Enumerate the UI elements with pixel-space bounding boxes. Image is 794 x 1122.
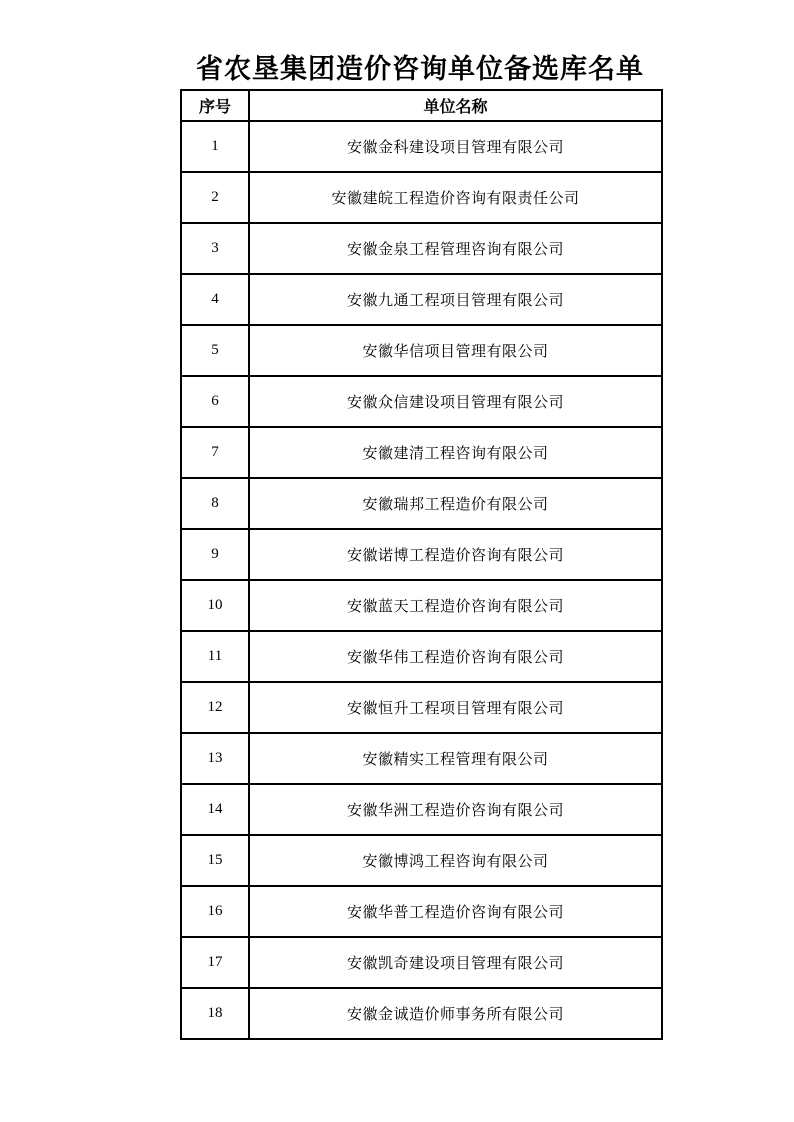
- table-header: [181, 90, 662, 121]
- table-row: [181, 682, 662, 733]
- company-name-cell: 安徽金科建设项目管理有限公司: [249, 121, 662, 172]
- table-row: [181, 427, 662, 478]
- row-number-cell: 2: [181, 172, 249, 223]
- table-row: [181, 274, 662, 325]
- company-name-cell: 安徽瑞邦工程造价有限公司: [249, 478, 662, 529]
- company-name-cell: 安徽华伟工程造价咨询有限公司: [249, 631, 662, 682]
- row-number-cell: 4: [181, 274, 249, 325]
- company-name-cell: 安徽九通工程项目管理有限公司: [249, 274, 662, 325]
- table-row: [181, 376, 662, 427]
- page-title: 省农垦集团造价咨询单位备选库名单: [196, 54, 644, 84]
- row-number-cell: 16: [181, 886, 249, 937]
- header-row: [181, 90, 662, 121]
- table-row: [181, 835, 662, 886]
- company-name-cell: 安徽华洲工程造价咨询有限公司: [249, 784, 662, 835]
- company-name-cell: 安徽华信项目管理有限公司: [249, 325, 662, 376]
- company-name-cell: 安徽金泉工程管理咨询有限公司: [249, 223, 662, 274]
- row-number-cell: 13: [181, 733, 249, 784]
- row-number-cell: 10: [181, 580, 249, 631]
- table-row: [181, 478, 662, 529]
- table-row: [181, 631, 662, 682]
- company-name-cell: 安徽凯奇建设项目管理有限公司: [249, 937, 662, 988]
- row-number-cell: 12: [181, 682, 249, 733]
- row-number-cell: 1: [181, 121, 249, 172]
- table-row: [181, 172, 662, 223]
- table-row: [181, 733, 662, 784]
- header-cell-name: 单位名称: [249, 90, 662, 121]
- header-cell-no: 序号: [181, 90, 249, 121]
- table-row: [181, 223, 662, 274]
- row-number-cell: 9: [181, 529, 249, 580]
- table-row: [181, 121, 662, 172]
- company-name-cell: 安徽蓝天工程造价咨询有限公司: [249, 580, 662, 631]
- company-name-cell: 安徽博鸿工程咨询有限公司: [249, 835, 662, 886]
- table-row: [181, 937, 662, 988]
- table-row: [181, 529, 662, 580]
- table-row: [181, 988, 662, 1039]
- row-number-cell: 11: [181, 631, 249, 682]
- roster-table: [180, 89, 663, 1040]
- row-number-cell: 5: [181, 325, 249, 376]
- row-number-cell: 14: [181, 784, 249, 835]
- company-name-cell: 安徽精实工程管理有限公司: [249, 733, 662, 784]
- company-name-cell: 安徽恒升工程项目管理有限公司: [249, 682, 662, 733]
- company-name-cell: 安徽诺博工程造价咨询有限公司: [249, 529, 662, 580]
- row-number-cell: 18: [181, 988, 249, 1039]
- company-name-cell: 安徽华普工程造价咨询有限公司: [249, 886, 662, 937]
- company-name-cell: 安徽建皖工程造价咨询有限责任公司: [249, 172, 662, 223]
- row-number-cell: 3: [181, 223, 249, 274]
- table-row: [181, 580, 662, 631]
- table-row: [181, 886, 662, 937]
- table-row: [181, 325, 662, 376]
- row-number-cell: 6: [181, 376, 249, 427]
- row-number-cell: 17: [181, 937, 249, 988]
- company-name-cell: 安徽建清工程咨询有限公司: [249, 427, 662, 478]
- row-number-cell: 15: [181, 835, 249, 886]
- row-number-cell: 7: [181, 427, 249, 478]
- table-body: [181, 121, 662, 1039]
- company-name-cell: 安徽金诚造价师事务所有限公司: [249, 988, 662, 1039]
- company-name-cell: 安徽众信建设项目管理有限公司: [249, 376, 662, 427]
- row-number-cell: 8: [181, 478, 249, 529]
- table-row: [181, 784, 662, 835]
